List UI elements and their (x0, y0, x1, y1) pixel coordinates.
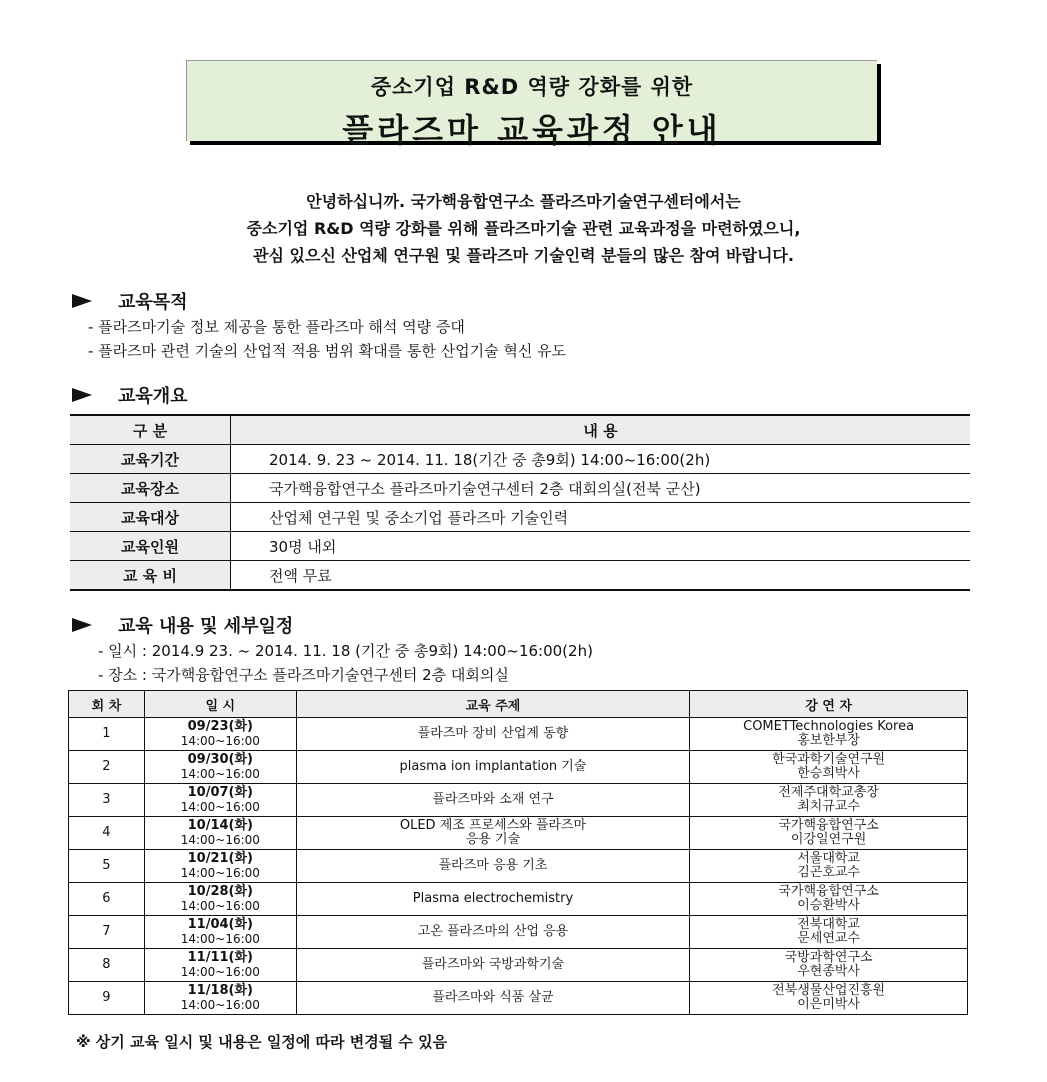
row-label: 교육인원 (70, 532, 231, 561)
session-date (144, 718, 296, 751)
session-number: 3 (69, 784, 145, 817)
table-row (69, 784, 968, 817)
session-date (144, 751, 296, 784)
session-speaker (690, 817, 968, 850)
session-speaker (690, 883, 968, 916)
time-text: 14:00~16:00 (180, 898, 260, 913)
session-topic (296, 817, 689, 850)
footnote: ※ 상기 교육 일시 및 내용은 일정에 따라 변경될 수 있음 (76, 1033, 448, 1051)
column-header: 회 차 (69, 691, 145, 718)
speaker-affiliation: 전제주대학교총장 (778, 785, 879, 800)
table-row (69, 751, 968, 784)
intro-line: 중소기업 R&D 역량 강화를 위해 플라즈마기술 관련 교육과정을 마련하였으니, (246, 219, 801, 238)
triangle-arrow-icon (72, 618, 92, 632)
speaker-name: 최치규교수 (797, 799, 860, 814)
date-text: 10/07(화) (187, 784, 253, 800)
date-text: 10/21(화) (187, 850, 253, 866)
time-text: 14:00~16:00 (180, 799, 260, 814)
speaker-affiliation: 국가핵융합연구소 (778, 884, 879, 899)
time-text: 14:00~16:00 (180, 964, 260, 979)
title-box (186, 60, 877, 149)
column-header: 내 용 (231, 415, 971, 445)
intro-line: 관심 있으신 산업체 연구원 및 플라즈마 기술인력 분들의 많은 참여 바랍니다. (253, 246, 794, 265)
session-date (144, 883, 296, 916)
triangle-arrow-icon (72, 294, 92, 308)
table-row (69, 850, 968, 883)
session-number: 7 (69, 916, 145, 949)
column-header: 강 연 자 (690, 691, 968, 718)
intro-paragraph (0, 188, 1047, 269)
date-text: 10/14(화) (187, 817, 253, 833)
table-row (69, 982, 968, 1015)
schedule-place-line: - 장소 : 국가핵융합연구소 플라즈마기술연구센터 2층 대회의실 (98, 666, 509, 684)
table-row (69, 718, 968, 751)
row-label: 교육대상 (70, 503, 231, 532)
speaker-affiliation: COMETTechnologies Korea (743, 719, 915, 734)
session-number: 8 (69, 949, 145, 982)
time-text: 14:00~16:00 (180, 733, 260, 748)
row-value: 산업체 연구원 및 중소기업 플라즈마 기술인력 (231, 503, 971, 532)
session-date (144, 817, 296, 850)
row-label: 교육기간 (70, 445, 231, 474)
session-topic (296, 916, 689, 949)
session-topic (296, 718, 689, 751)
schedule-table (68, 690, 968, 1015)
date-text: 11/11(화) (187, 949, 253, 965)
session-speaker (690, 916, 968, 949)
row-label: 교육장소 (70, 474, 231, 503)
speaker-name: 이은미박사 (797, 997, 860, 1012)
session-speaker (690, 751, 968, 784)
topic-line: 응용 기술 (465, 832, 521, 847)
session-speaker (690, 850, 968, 883)
intro-line: 안녕하십니까. 국가핵융합연구소 플라즈마기술연구센터에서는 (306, 192, 741, 211)
table-row (70, 445, 970, 474)
session-topic (296, 751, 689, 784)
table-row (70, 561, 970, 591)
table-row (70, 503, 970, 532)
column-header: 일 시 (144, 691, 296, 718)
purpose-item: - 플라즈마기술 정보 제공을 통한 플라즈마 해석 역량 증대 (88, 318, 465, 336)
topic-line: 플라즈마와 식품 살균 (432, 990, 554, 1005)
column-header: 교육 주제 (296, 691, 689, 718)
speaker-name: 이강일연구원 (790, 832, 867, 847)
row-value: 국가핵융합연구소 플라즈마기술연구센터 2층 대회의실(전북 군산) (231, 474, 971, 503)
triangle-arrow-icon (72, 388, 92, 402)
purpose-item: - 플라즈마 관련 기술의 산업적 적용 범위 확대를 통한 산업기술 혁신 유도 (88, 342, 567, 360)
session-date (144, 850, 296, 883)
topic-line: 플라즈마 장비 산업계 동향 (417, 726, 569, 741)
table-header-row (69, 691, 968, 718)
session-speaker (690, 949, 968, 982)
date-text: 11/04(화) (187, 916, 253, 932)
topic-line: OLED 제조 프로세스와 플라즈마 (399, 818, 587, 833)
time-text: 14:00~16:00 (180, 832, 260, 847)
session-speaker (690, 784, 968, 817)
topic-line: 플라즈마 응용 기초 (438, 858, 548, 873)
topic-line: 플라즈마와 소재 연구 (432, 792, 554, 807)
speaker-name: 이승환박사 (797, 898, 860, 913)
session-speaker (690, 982, 968, 1015)
session-topic (296, 883, 689, 916)
row-label: 교 육 비 (70, 561, 231, 591)
time-text: 14:00~16:00 (180, 997, 260, 1012)
speaker-affiliation: 전북대학교 (797, 917, 860, 932)
date-text: 11/18(화) (187, 982, 253, 998)
speaker-affiliation: 한국과학기술연구원 (772, 752, 886, 767)
speaker-name: 우현종박사 (797, 964, 860, 979)
speaker-affiliation: 전북생물산업진흥원 (772, 983, 886, 998)
time-text: 14:00~16:00 (180, 766, 260, 781)
row-value: 2014. 9. 23 ~ 2014. 11. 18(기간 중 총9회) 14:00~16:00(2h) (231, 445, 971, 474)
topic-line: plasma ion implantation 기술 (399, 759, 587, 774)
row-value: 30명 내외 (231, 532, 971, 561)
speaker-name: 김곤호교수 (797, 865, 860, 880)
date-text: 09/30(화) (187, 751, 253, 767)
date-text: 10/28(화) (187, 883, 253, 899)
session-number: 5 (69, 850, 145, 883)
session-date (144, 949, 296, 982)
overview-table (70, 414, 970, 591)
session-topic (296, 949, 689, 982)
topic-line: 고온 플라즈마의 산업 응용 (417, 924, 569, 939)
title-line-2: 플라즈마 교육과정 안내 (342, 111, 722, 149)
section-heading-schedule: 교육 내용 및 세부일정 (72, 612, 293, 638)
table-row (69, 883, 968, 916)
date-text: 09/23(화) (187, 718, 253, 734)
session-date (144, 916, 296, 949)
table-row (69, 916, 968, 949)
speaker-name: 문세연교수 (797, 931, 860, 946)
schedule-date-line: - 일시 : 2014.9 23. ~ 2014. 11. 18 (기간 중 총9회) 14:00~16:00(2h) (98, 642, 593, 660)
speaker-affiliation: 국방과학연구소 (784, 950, 873, 965)
session-number: 9 (69, 982, 145, 1015)
session-speaker (690, 718, 968, 751)
section-heading-purpose: 교육목적 (72, 288, 188, 314)
session-topic (296, 850, 689, 883)
session-date (144, 982, 296, 1015)
section-heading-overview: 교육개요 (72, 382, 188, 408)
time-text: 14:00~16:00 (180, 865, 260, 880)
table-row (70, 474, 970, 503)
time-text: 14:00~16:00 (180, 931, 260, 946)
title-line-1: 중소기업 R&D 역량 강화를 위한 (370, 75, 694, 99)
row-value: 전액 무료 (231, 561, 971, 591)
speaker-name: 홍보한부장 (797, 733, 860, 748)
topic-line: Plasma electrochemistry (412, 891, 574, 906)
column-header: 구 분 (70, 415, 231, 445)
speaker-affiliation: 서울대학교 (797, 851, 860, 866)
session-date (144, 784, 296, 817)
session-number: 2 (69, 751, 145, 784)
session-topic (296, 784, 689, 817)
session-topic (296, 982, 689, 1015)
table-header-row (70, 415, 970, 445)
speaker-affiliation: 국가핵융합연구소 (778, 818, 879, 833)
table-row (70, 532, 970, 561)
topic-line: 플라즈마와 국방과학기술 (421, 957, 565, 972)
speaker-name: 한승희박사 (797, 766, 860, 781)
table-row (69, 949, 968, 982)
session-number: 1 (69, 718, 145, 751)
table-row (69, 817, 968, 850)
session-number: 6 (69, 883, 145, 916)
session-number: 4 (69, 817, 145, 850)
